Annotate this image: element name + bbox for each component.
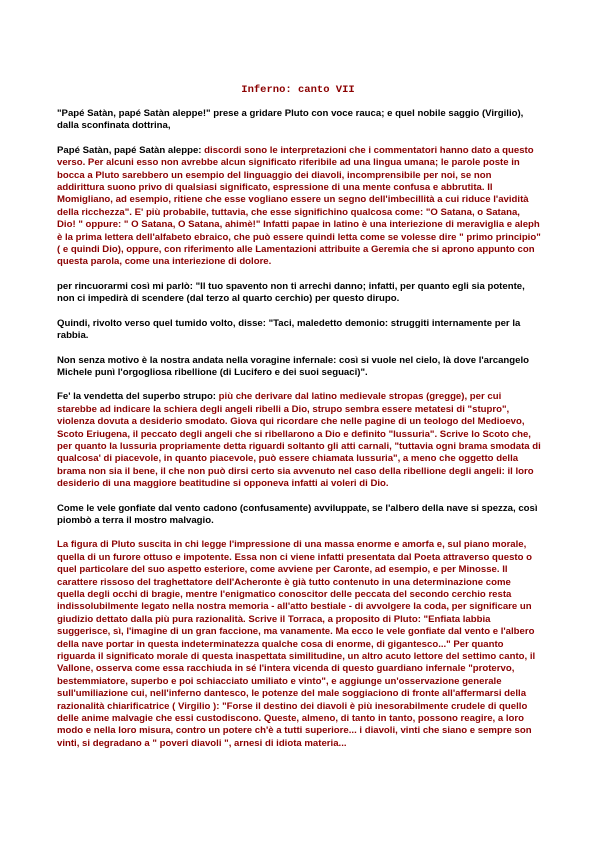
page-title: Inferno: canto VII	[241, 84, 355, 96]
commentary-paragraph	[57, 145, 541, 269]
document-body	[57, 108, 541, 750]
verse-paragraph: per rincuorarmi così mi parlò: "Il tuo spavento non ti arrechi danno; infatti, per quanto egli sia potente, non ci impedirà di scendere (dal terzo al quarto cerchio) per questo dirupo.	[57, 280, 525, 305]
commentary-lead: Papé Satàn, papé Satàn aleppe:	[57, 144, 205, 156]
commentary-paragraph: La figura di Pluto suscita in chi legge l'impressione di una massa enorme e amorfa e, sul piano morale, quella di un furore ottuso e impotente. Essa non ci viene infatti presentata dal Poeta attraverso questo o quel particolare del suo aspetto esteriore, come avviene per Caronte, ad esempio, e per Minosse. Il carattere rissoso del traghettatore dell'Acheronte è già tutto contenuto in una determinazione come quella degli occhi di bragie, mentre l'enigmatico conoscitor delle peccata del secondo cerchio resta indissolubilmente legato nella nostra memoria - all'atto bestiale - di avvolgere la coda, per significare un giudizio dettato dalla più pura razionalità. Scrive il Torraca, a proposito di Pluto: "Enfiata labbia suggerisce, sì, l'imagine di un gran faccione, ma vanamente. Ma ecco le vele gonfiate dal vento e l'albero della nave portar in questa indeterminatezza qualche cosa di enorme, di gigantesco..." Per quanto riguarda il significato morale di questa inaspettata similitudine, un altro acuto lettore del settimo canto, il Vallone, osserva come essa racchiuda in sé l'intera vicenda di questo guardiano infernale "protervo, bestemmiatore, superbo e poi schiacciato umiliato e vinto", e aggiunge un'osservazione generale sull'umiliazione cui, nell'inferno dantesco, le potenze del male soggiaciono di fronte all'affermarsi della razionalità chiarificatrice ( Virgilio ): "Forse il destino dei diavoli è più inesorabilmente crudele di quello delle anime malvagie che essi custodiscono. Queste, almeno, di tanto in tanto, possono reagire, a loro modo e nella loro misura, contro un potere ch'è a tutti superiore... i diavoli, vinti che siano e sempre son vinti, si degradano a " poveri diavoli ", arnesi di idiota materia...	[57, 539, 536, 749]
verse-paragraph: Non senza motivo è la nostra andata nella voragine infernale: così si vuole nel cielo, là dove l'arcangelo Michele punì l'orgogliosa ribellione (di Lucifero e dei suoi seguaci)".	[57, 354, 529, 378]
verse-paragraph: Come le vele gonfiate dal vento cadono (confusamente) avviluppate, se l'albero della nave si spezza, così piombò a terra il mostro malvagio.	[57, 502, 538, 526]
verse-paragraph: "Papé Satàn, papé Satàn aleppe!" prese a gridare Pluto con voce rauca; e quel nobile saggio (Virgilio), dalla sconfinata dottrina,	[57, 108, 524, 132]
commentary-text: discordi sono le interpretazioni che i commentatori hanno dato a questo verso. Per alcuni esso non avrebbe alcun significato riferibile ad una lingua umana; le parole poste in bocca a Pluto sarebbero un esempio del linguaggio dei diavoli, incomprensibile per noi, se non addirittura suono privo di qualsiasi significato, espressione di una mente confusa e abbrutita. Il Momigliano, ad esempio, ritiene che esse vogliano essere un segno dell'imbecillità a cui riduce l'avidità della ricchezza". E' più probabile, tuttavia, che esse significhino qualcosa come: "O Satana, o Satana, Dio! " oppure: " O Satana, O Satana, ahimè!" Infatti papae in latino è una interiezione di meraviglia e aleph è la prima lettera dell'alfabeto ebraico, che può essere quindi letta come se volesse dire " primo principio" ( e quindi Dio), oppure, con riferimento alle Lamentazioni attribuite a Geremia che si aprono appunto con questa parola, come una interiezione di dolore.	[57, 144, 541, 268]
commentary-text: più che derivare dal latino medievale stropas (gregge), per cui starebbe ad indicare la schiera degli angeli ribelli a Dio, strupo sembra essere metatesi di "stupro", violenza dovuta a desiderio smodato. Giova qui ricordare che nelle pagine di un teologo del Medioevo, Scoto Eriugena, il peccato degli angeli che si ribellarono a Dio e definito "lussuria". Scrive lo Scoto che, per quanto la lussuria propriamente detta riguardi soltanto gli atti carnali, "tuttavia ogni brama smodata di qualcosa' di piacevole, in quanto piacevole, può essere chiamata lussuria", a meno che oggetto della brama non sia il bene, il che non può dirsi certo sia avvenuto nel caso della ribellione degli angeli: il loro desiderio di una maggiore beatitudine si opponeva infatti ai voleri di Dio.	[57, 391, 541, 490]
verse-paragraph: Quindi, rivolto verso quel tumido volto, disse: "Taci, maledetto demonio: struggiti internamente per la rabbia.	[57, 317, 521, 342]
commentary-paragraph	[57, 391, 541, 490]
commentary-lead: Fe' la vendetta del superbo strupo:	[57, 391, 219, 403]
